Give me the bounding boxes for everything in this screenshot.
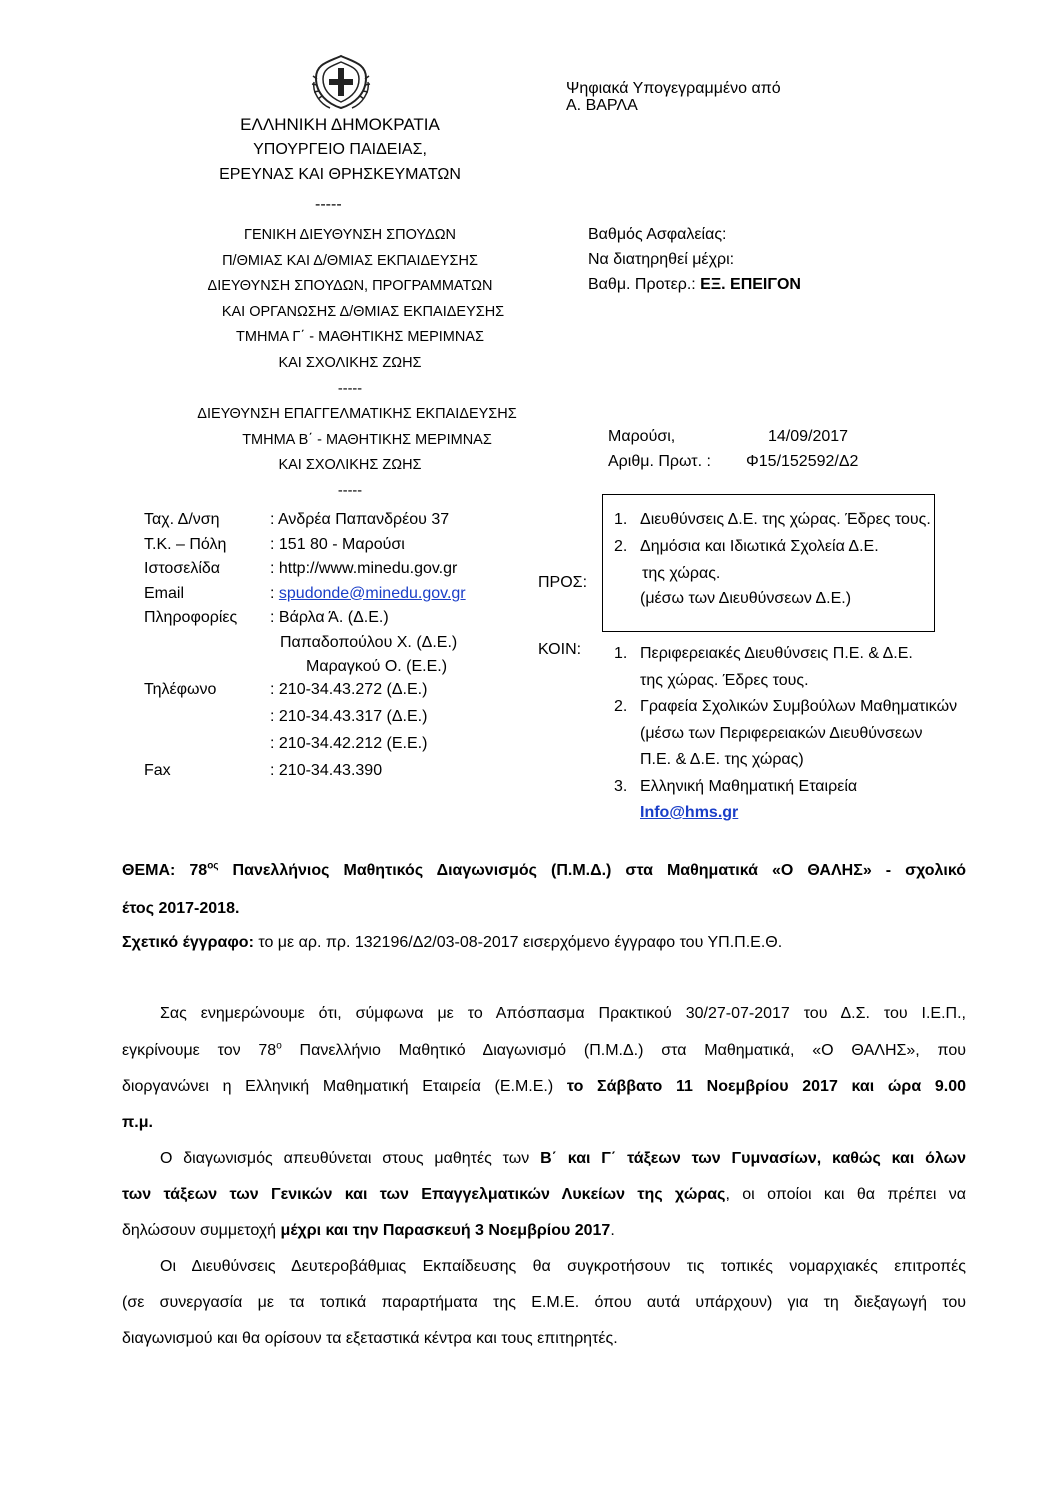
list-item <box>614 506 931 533</box>
body-line: (σε συνεργασία με τα τοπικά παραρτήματα της Ε.Μ.Ε. όπου αυτά υπάρχουν) για τη διεξαγωγή του <box>122 1294 966 1311</box>
contact-value: : 210-34.43.272 (Δ.Ε.) <box>270 681 428 698</box>
date: 14/09/2017 <box>768 428 849 445</box>
list-item <box>614 560 931 587</box>
contact-value: : 151 80 - Μαρούσι <box>270 535 405 553</box>
greek-coat-of-arms-emblem <box>308 52 374 112</box>
body-sup: ο <box>276 1040 282 1052</box>
contact-label: Πληροφορίες <box>144 609 238 626</box>
security-block <box>588 222 801 297</box>
body-text-bold: Β΄ και Γ΄ τάξεων των Γυμνασίων, καθώς και όλων <box>540 1150 966 1167</box>
ministry-line2: ΕΡΕΥΝΑΣ ΚΑΙ ΘΡΗΣΚΕΥΜΑΤΩΝ <box>219 166 461 183</box>
ministry-line1: ΥΠΟΥΡΓΕΙΟ ΠΑΙΔΕΙΑΣ, <box>253 141 427 158</box>
protocol-number: Φ15/152592/Δ2 <box>746 453 859 470</box>
body-line: διαγωνισμού και θα ορίσουν τα εξεταστικά κέντρα και τους επιτηρητές. <box>122 1330 618 1347</box>
signature-line2: Α. ΒΑΡΛΑ <box>566 97 638 114</box>
item-number: 3. <box>614 777 628 795</box>
department-block <box>160 223 540 505</box>
hms-email-link[interactable]: Info@hms.gr <box>640 804 739 821</box>
subject-line2: έτος 2017-2018. <box>122 900 240 917</box>
list-item <box>614 747 957 774</box>
body-line <box>122 1148 966 1170</box>
item-number: 2. <box>614 538 628 555</box>
body-text-bold: μέχρι και την Παρασκευή 3 Νοεμβρίου 2017 <box>280 1222 611 1239</box>
item-text: Ελληνική Μαθηματική Εταιρεία <box>640 777 858 795</box>
pros-list <box>614 506 931 611</box>
priority <box>588 272 801 297</box>
body-text: διοργανώνει η Ελληνική Μαθηματική Εταιρεία (Ε.Μ.Ε.) <box>122 1078 567 1095</box>
list-item <box>614 668 957 695</box>
dept-line: Π/ΘΜΙΑΣ ΚΑΙ Δ/ΘΜΙΑΣ ΕΚΠΑΙΔΕΥΣΗΣ <box>222 252 478 269</box>
priority-value: ΕΞ. ΕΠΕΙΓΟΝ <box>700 276 801 293</box>
dept-line: ----- <box>337 380 363 397</box>
body-text: δηλώσουν συμμετοχή <box>122 1222 281 1239</box>
related-document <box>122 932 966 954</box>
pros-label: ΠΡΟΣ: <box>538 574 588 591</box>
item-text: της χώρας. Έδρες τους. <box>640 671 809 689</box>
contact-value: : 210-34.43.390 <box>270 762 383 779</box>
body-text-bold: το Σάββατο 11 Νοεμβρίου 2017 και ώρα 9.00 <box>566 1078 966 1095</box>
body-line <box>122 1040 966 1062</box>
digital-signature <box>566 80 781 114</box>
separator: ----- <box>315 196 342 213</box>
body-text: εγκρίνουμε τον 78 <box>122 1042 277 1059</box>
list-item <box>614 694 957 721</box>
retention: Να διατηρηθεί μέχρι: <box>588 251 735 268</box>
item-text: Δημόσια και Ιδιωτικά Σχολεία Δ.Ε. <box>640 538 879 555</box>
phone-labels <box>144 676 216 784</box>
body-line: Οι Διευθύνσεις Δευτεροβάθμιας Εκπαίδευσης θα συγκροτήσουν τις τοπικές νομαρχιακές επιτροπές <box>160 1258 966 1275</box>
dept-line: ----- <box>337 482 363 499</box>
contact-value: : 210-34.42.212 (Ε.Ε.) <box>270 735 428 752</box>
email-link[interactable]: spudonde@minedu.gov.gr <box>278 584 466 602</box>
dept-line: ΔΙΕΥΘΥΝΣΗ ΣΠΟΥΔΩΝ, ΠΡΟΓΡΑΜΜΑΤΩΝ <box>207 278 493 295</box>
dept-line: ΔΙΕΥΘΥΝΣΗ ΕΠΑΓΓΕΛΜΑΤΙΚΗΣ ΕΚΠΑΙΔΕΥΣΗΣ <box>197 406 517 423</box>
contact-label: Τ.Κ. – Πόλη <box>144 535 227 553</box>
country-name: ΕΛΛΗΝΙΚΗ ΔΗΜΟΚΡΑΤΙΑ <box>240 115 440 134</box>
subject-sup: ος <box>207 860 219 872</box>
item-text: Περιφερειακές Διευθύνσεις Π.Ε. & Δ.Ε. <box>640 645 913 662</box>
list-item <box>614 641 957 668</box>
dept-line: ΚΑΙ ΣΧΟΛΙΚΗΣ ΖΩΗΣ <box>278 457 422 474</box>
subject-line1 <box>122 860 966 882</box>
related-label: Σχετικό έγγραφο: <box>122 934 254 951</box>
dept-line: ΓΕΝΙΚΗ ΔΙΕΥΘΥΝΣΗ ΣΠΟΥΔΩΝ <box>243 227 457 243</box>
related-text: το με αρ. πρ. 132196/Δ2/03-08-2017 εισερχόμενο έγγραφο του ΥΠ.Π.Ε.Θ. <box>253 934 783 951</box>
item-text: Γραφεία Σχολικών Συμβούλων Μαθηματικών <box>640 698 958 715</box>
list-item <box>614 533 931 560</box>
contact-label: Ταχ. Δ/νση <box>144 511 220 528</box>
contact-value: Μαραγκού Ο. (Ε.Ε.) <box>306 658 448 675</box>
item-text: (μέσω των Περιφερειακών Διευθύνσεων <box>640 724 923 742</box>
item-text: (μέσω των Διευθύνσεων Δ.Ε.) <box>640 590 852 607</box>
item-number: 1. <box>614 511 628 528</box>
body-text: . <box>610 1222 615 1239</box>
dept-line: ΤΜΗΜΑ Γ΄ - ΜΑΘΗΤΙΚΗΣ ΜΕΡΙΜΝΑΣ <box>236 329 484 346</box>
signature-line1: Ψηφιακά Υπογεγραμμένο από <box>566 80 781 97</box>
list-item <box>614 800 957 827</box>
contact-value: : http://www.minedu.gov.gr <box>270 560 458 577</box>
body-text: , οι οποίοι και θα πρέπει να <box>725 1186 967 1203</box>
body-line <box>122 1220 966 1242</box>
subject-text: ΘΕΜΑ: 78 <box>122 862 208 879</box>
item-text: Διευθύνσεις Δ.Ε. της χώρας. Έδρες τους. <box>640 511 931 528</box>
item-text: Π.Ε. & Δ.Ε. της χώρας) <box>640 751 804 768</box>
contact-label: Fax <box>144 762 171 779</box>
dept-line: ΚΑΙ ΟΡΓΑΝΩΣΗΣ Δ/ΘΜΙΑΣ ΕΚΠΑΙΔΕΥΣΗΣ <box>221 303 505 320</box>
dept-line: ΚΑΙ ΣΧΟΛΙΚΗΣ ΖΩΗΣ <box>278 354 422 371</box>
list-item <box>614 587 931 611</box>
contact-label: Τηλέφωνο <box>144 681 217 698</box>
body-line <box>122 1076 966 1098</box>
contact-label: Email <box>144 584 185 602</box>
body-line: Σας ενημερώνουμε ότι, σύμφωνα με το Απόσπασμα Πρακτικού 30/27-07-2017 του Δ.Σ. του Ι.Ε.Π., <box>160 1005 966 1022</box>
list-item <box>614 774 957 801</box>
priority-label: Βαθμ. Προτερ.: <box>588 276 701 293</box>
contact-value: : Ανδρέα Παπανδρέου 37 <box>270 511 450 528</box>
issuer-header <box>180 112 500 187</box>
item-number: 2. <box>614 698 628 715</box>
list-item <box>614 721 957 748</box>
place: Μαρούσι, <box>608 428 676 445</box>
contact-labels <box>144 508 237 631</box>
contact-value: : Βάρλα Ά. (Δ.Ε.) <box>270 609 389 626</box>
dept-line: ΤΜΗΜΑ Β΄ - ΜΑΘΗΤΙΚΗΣ ΜΕΡΙΜΝΑΣ <box>242 431 492 448</box>
contact-label: Ιστοσελίδα <box>144 560 221 577</box>
body-line <box>122 1184 966 1206</box>
koin-label: ΚΟΙΝ: <box>538 641 582 658</box>
protocol-label: Αριθμ. Πρωτ. : <box>608 453 711 470</box>
contact-email <box>270 582 466 607</box>
body-text: Ο διαγωνισμός απευθύνεται στους μαθητές των <box>160 1150 541 1167</box>
item-text: της χώρας. <box>642 565 721 582</box>
contact-value: : 210-34.43.317 (Δ.Ε.) <box>270 708 428 725</box>
body-text-bold: των τάξεων των Γενικών και των Επαγγελματικών Λυκείων της χώρας <box>122 1186 726 1203</box>
koin-list <box>614 641 957 827</box>
contact-value: Παπαδοπούλου Χ. (Δ.Ε.) <box>280 633 458 651</box>
security-level: Βαθμός Ασφαλείας: <box>588 226 727 243</box>
subject-text: Πανελλήνιος Μαθητικός Διαγωνισμός (Π.Μ.Δ.) στα Μαθηματικά «Ο ΘΑΛΗΣ» - σχολικό <box>218 862 966 879</box>
contact-value: : <box>270 584 279 602</box>
body-text: Πανελλήνιο Μαθητικό Διαγωνισμό (Π.Μ.Δ.) στα Μαθηματικά, «Ο ΘΑΛΗΣ», που <box>281 1042 966 1059</box>
phone-values <box>270 676 427 784</box>
contact-values <box>270 508 466 680</box>
item-number: 1. <box>614 645 628 662</box>
body-line: π.μ. <box>122 1114 153 1131</box>
